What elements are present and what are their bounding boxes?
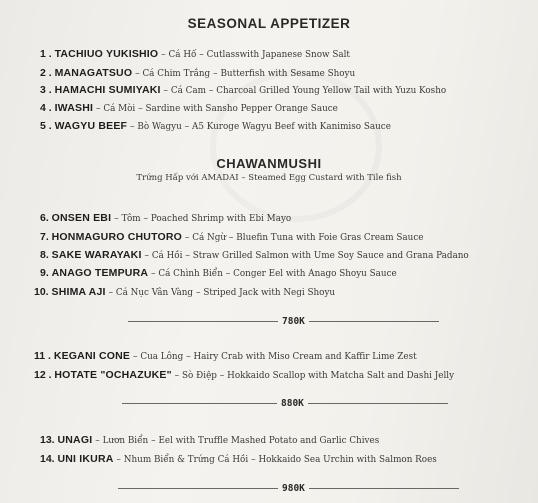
- price-label: 780K: [282, 316, 305, 327]
- divider-line: [122, 403, 277, 404]
- price-label: 880K: [281, 398, 304, 409]
- divider-line: [308, 403, 448, 404]
- section-subtitle-chawanmushi: Trứng Hấp với AMADAI – Steamed Egg Custard with Tile fish: [136, 173, 402, 183]
- menu-item: 9. ANAGO TEMPURA – Cá Chình Biển – Conger Eel with Anago Shoyu Sauce: [40, 267, 397, 279]
- section-title-chawanmushi: CHAWANMUSHI: [216, 156, 322, 171]
- menu-item: 4 . IWASHI – Cá Mòi – Sardine with Sansho Pepper Orange Sauce: [40, 102, 338, 114]
- menu-item: 5 . WAGYU BEEF – Bò Wagyu – A5 Kuroge Wagyu Beef with Kanimiso Sauce: [40, 120, 391, 132]
- divider-line: [309, 488, 459, 489]
- menu-item: 14. UNI IKURA – Nhum Biển & Trứng Cá Hồi – Hokkaido Sea Urchin with Salmon Roes: [40, 453, 437, 465]
- menu-item: 3 . HAMACHI SUMIYAKI – Cá Cam – Charcoal Grilled Young Yellow Tail with Yuzu Kosho: [40, 84, 447, 96]
- menu-item: 12 . HOTATE "OCHAZUKE" – Sò Điệp – Hokkaido Scallop with Matcha Salt and Dashi Jelly: [34, 369, 455, 381]
- menu-item: 10. SHIMA AJI – Cá Nục Vân Vàng – Striped Jack with Negi Shoyu: [34, 286, 336, 298]
- price-row: [118, 483, 459, 494]
- price-label: 980K: [282, 483, 305, 494]
- menu-item: 13. UNAGI – Lươn Biển – Eel with Truffle Mashed Potato and Garlic Chives: [40, 434, 380, 446]
- price-row: [128, 316, 439, 327]
- menu-item: 7. HONMAGURO CHUTORO – Cá Ngừ – Bluefin Tuna with Foie Gras Cream Sauce: [40, 231, 424, 243]
- divider-line: [118, 488, 278, 489]
- menu-item: 11 . KEGANI CONE – Cua Lông – Hairy Crab with Miso Cream and Kaffir Lime Zest: [34, 350, 417, 362]
- menu-item: 6. ONSEN EBI – Tôm – Poached Shrimp with Ebi Mayo: [40, 212, 292, 224]
- divider-line: [128, 321, 278, 322]
- menu-item: 2 . MANAGATSUO – Cá Chim Trắng – Butterfish with Sesame Shoyu: [40, 67, 356, 79]
- menu-item: 1 . TACHIUO YUKISHIO – Cá Hố – Cutlasswith Japanese Snow Salt: [40, 48, 350, 60]
- divider-line: [309, 321, 439, 322]
- menu-item: 8. SAKE WARAYAKI – Cá Hồi – Straw Grilled Salmon with Ume Soy Sauce and Grana Padano: [40, 249, 469, 261]
- section-title-appetizer: SEASONAL APPETIZER: [187, 16, 351, 31]
- price-row: [122, 398, 448, 409]
